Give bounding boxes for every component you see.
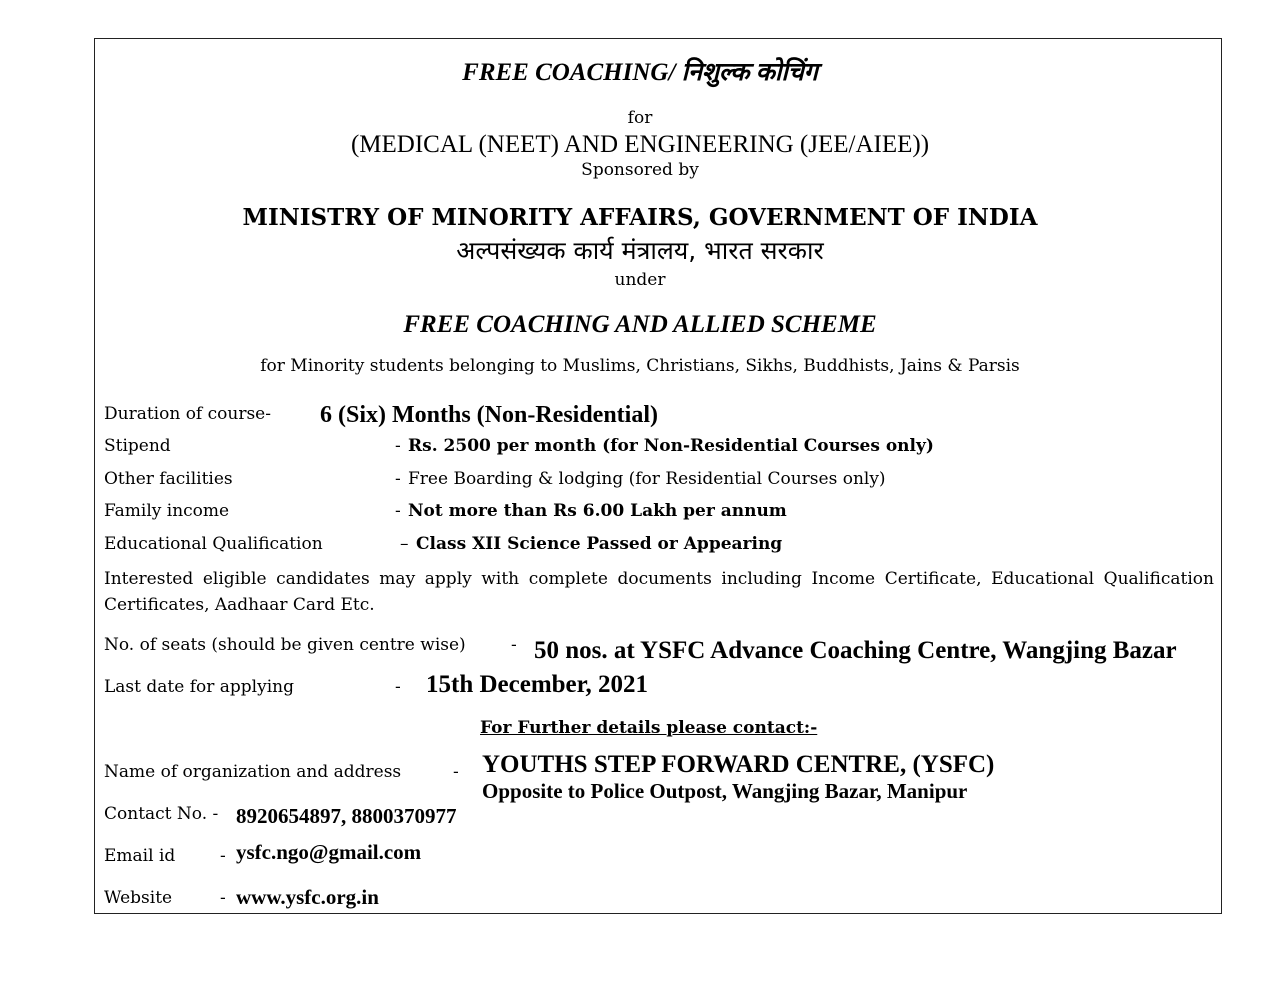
facilities-label: Other facilities [104,469,233,489]
website-value[interactable]: www.ysfc.org.in [236,885,379,909]
courses-heading: (MEDICAL (NEET) AND ENGINEERING (JEE/AIEE)) [350,131,930,158]
stipend-dash: - [395,436,401,456]
duration-value: 6 (Six) Months (Non-Residential) [320,402,659,428]
for-text: for [627,108,653,128]
phone-value: 8920654897, 8800370977 [236,804,457,828]
seats-label: No. of seats (should be given centre wise) [104,635,466,655]
qualification-dash: – [400,534,409,554]
website-dash: - [220,888,226,908]
last-date-label: Last date for applying [104,677,294,697]
duration-label: Duration of course- [104,404,271,424]
under-text: under [614,270,666,290]
eligibility-text: for Minority students belonging to Muslims, Christians, Sikhs, Buddhists, Jains & Parsis [260,356,1020,376]
email-dash: - [220,846,226,866]
seats-dash: - [511,635,517,655]
application-note: Interested eligible candidates may apply with complete documents including Income Certificate, Educational Qualification Certificates, Aadhaar Card Etc. [104,569,1214,615]
phone-label: Contact No. - [104,804,219,824]
qualification-value: Class XII Science Passed or Appearing [416,534,783,554]
contact-heading: For Further details please contact:- [480,718,818,738]
org-label: Name of organization and address [104,762,402,782]
sponsored-by-text: Sponsored by [581,160,699,180]
notice-title: FREE COACHING/ निशुल्क कोचिंग [462,59,818,86]
qualification-label: Educational Qualification [104,534,323,554]
stipend-label: Stipend [104,436,171,456]
stipend-value: Rs. 2500 per month (for Non-Residential Courses only) [408,436,934,456]
last-date-value: 15th December, 2021 [426,671,648,698]
website-label: Website [104,888,173,908]
scheme-name: FREE COACHING AND ALLIED SCHEME [403,311,877,338]
org-dash: - [453,762,459,782]
facilities-value: Free Boarding & lodging (for Residential Courses only) [408,469,886,489]
income-dash: - [395,501,401,521]
income-value: Not more than Rs 6.00 Lakh per annum [408,501,787,521]
ministry-name-english: MINISTRY OF MINORITY AFFAIRS, GOVERNMENT OF INDIA [242,204,1038,231]
org-name: YOUTHS STEP FORWARD CENTRE, (YSFC) [482,751,995,778]
seats-value: 50 nos. at YSFC Advance Coaching Centre, Wangjing Bazar [534,637,1177,664]
email-value[interactable]: ysfc.ngo@gmail.com [236,840,422,864]
income-label: Family income [104,501,230,521]
ministry-name-hindi: अल्पसंख्यक कार्य मंत्रालय, भारत सरकार [456,236,824,265]
email-label: Email id [104,846,176,866]
last-date-dash: - [395,677,401,697]
org-address: Opposite to Police Outpost, Wangjing Bazar, Manipur [482,779,968,803]
facilities-dash: - [395,469,401,489]
